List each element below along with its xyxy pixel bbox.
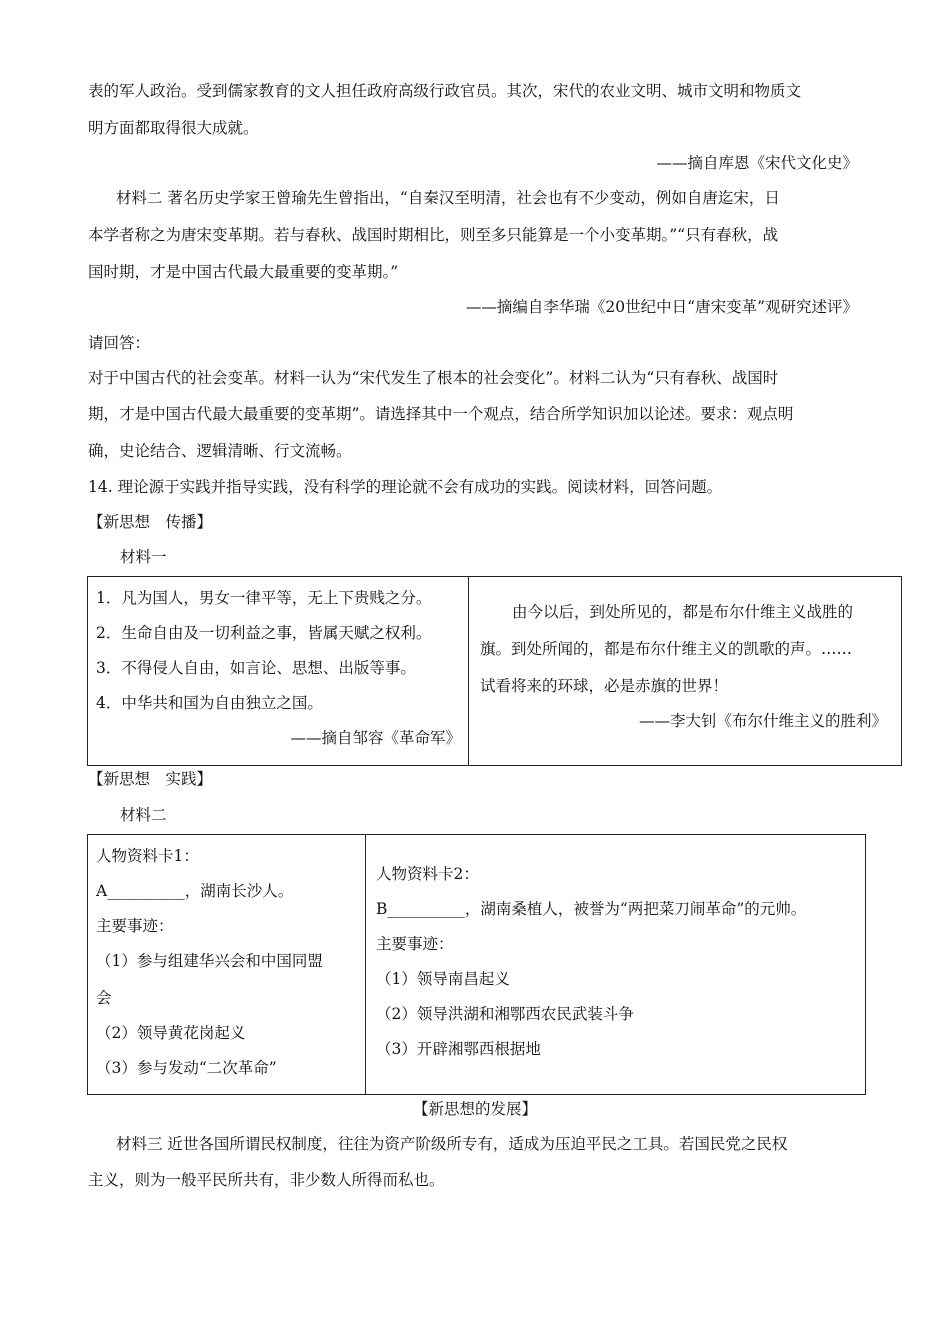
material-two-line: 国时期，才是中国古代最大最重要的变革期。”	[88, 263, 399, 281]
profile-card-1-line: 会	[96, 989, 112, 1007]
question-13-line: 对于中国古代的社会变革。材料一认为“宋代发生了根本的社会变化”。材料二认为“只有春秋、战国时	[88, 369, 779, 387]
intro-line: 表的军人政治。受到儒家教育的文人担任政府高级行政官员。其次，宋代的农业文明、城市文明和物质文	[88, 82, 802, 100]
profile-card-2-line: （1）领导南昌起义	[376, 970, 510, 988]
material-two-label: 材料二	[120, 806, 167, 824]
table-cell-line: 由今以后，到处所见的，都是布尔什维主义战胜的	[512, 603, 854, 621]
table-divider	[365, 835, 366, 1094]
table-divider	[468, 577, 469, 765]
profile-card-2-line: 主要事迹：	[376, 935, 454, 953]
profile-card-1-line: 人物资料卡1：	[96, 847, 199, 865]
material-one-table	[87, 576, 902, 766]
material-three-line: 材料三 近世各国所谓民权制度，往往为资产阶级所专有，适成为压迫平民之工具。若国民党之民权	[116, 1135, 788, 1153]
table-cell-line: 试看将来的环球，必是赤旗的世界！	[480, 677, 729, 695]
intro-line: 明方面都取得很大成就。	[88, 119, 259, 137]
profile-card-1-line: （1）参与组建华兴会和中国同盟	[96, 952, 323, 970]
material-two-line: 本学者称之为唐宋变革期。若与春秋、战国时期相比，则至多只能算是一个小变革期。”“只有春秋，战	[88, 226, 779, 244]
material-one-label: 材料一	[120, 548, 167, 566]
intro-source: ——摘自库恩《宋代文化史》	[656, 154, 858, 172]
profile-card-2-line: （2）领导洪湖和湘鄂西农民武装斗争	[376, 1005, 634, 1023]
profile-card-2-line: B__________，湖南桑植人，被誉为“两把菜刀闹革命”的元帅。	[376, 900, 807, 918]
table-cell-line: 1．凡为国人，男女一律平等，无上下贵贱之分。	[96, 589, 432, 607]
section-heading-spread: 【新思想 传播】	[88, 513, 213, 531]
material-two-source: ——摘编自李华瑞《20世纪中日“唐宋变革”观研究述评》	[465, 298, 858, 316]
question-13-line: 确，史论结合、逻辑清晰、行文流畅。	[88, 442, 352, 460]
profile-card-1-line: 主要事迹：	[96, 917, 174, 935]
question-14-stem: 14. 理论源于实践并指导实践，没有科学的理论就不会有成功的实践。阅读材料，回答问题。	[88, 478, 723, 496]
profile-card-2-line: 人物资料卡2：	[376, 865, 479, 883]
profile-card-2-line: （3）开辟湘鄂西根据地	[376, 1040, 541, 1058]
profile-card-1-line: （2）领导黄花岗起义	[96, 1024, 246, 1042]
profile-card-1-line: （3）参与发动“二次革命”	[96, 1059, 277, 1077]
material-two-line: 材料二 著名历史学家王曾瑜先生曾指出，“自秦汉至明清，社会也有不少变动，例如自唐迄宋，日	[116, 189, 780, 207]
question-prompt: 请回答：	[88, 334, 151, 352]
material-three-line: 主义，则为一般平民所共有，非少数人所得而私也。	[88, 1171, 445, 1189]
question-13-line: 期，才是中国古代最大最重要的变革期”。请选择其中一个观点，结合所学知识加以论述。要求：观点明	[88, 405, 794, 423]
table-cell-source: ——摘自邹容《革命军》	[290, 729, 461, 747]
table-cell-line: 2．生命自由及一切利益之事，皆属天赋之权利。	[96, 624, 432, 642]
section-heading-practice: 【新思想 实践】	[88, 770, 213, 788]
table-cell-line: 4．中华共和国为自由独立之国。	[96, 694, 323, 712]
table-cell-line: 3．不得侵人自由，如言论、思想、出版等事。	[96, 659, 416, 677]
table-cell-source: ——李大钊《布尔什维主义的胜利》	[638, 712, 887, 730]
table-cell-line: 旗。到处所闻的，都是布尔什维主义的凯歌的声。……	[480, 640, 853, 658]
profile-card-1-line: A__________，湖南长沙人。	[96, 882, 294, 900]
material-two-table	[87, 834, 866, 1095]
section-heading-development: 【新思想的发展】	[412, 1100, 537, 1118]
